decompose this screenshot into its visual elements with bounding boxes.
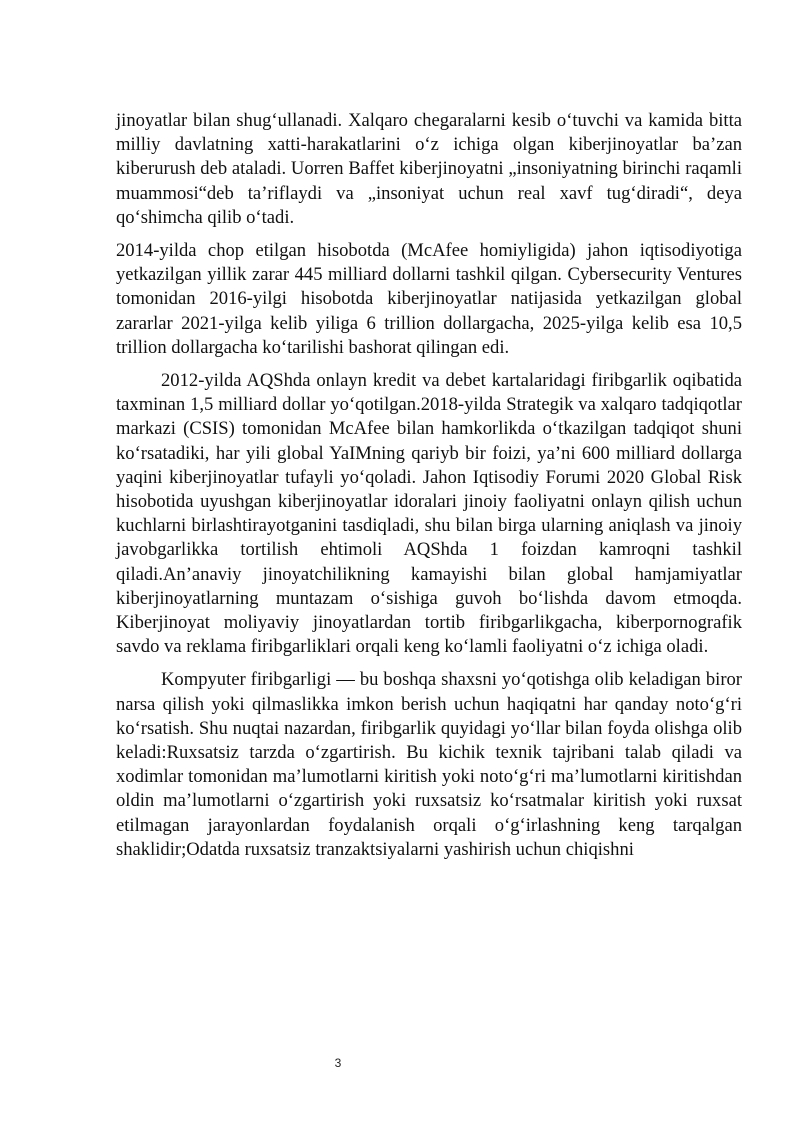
page-number: 3 bbox=[334, 1056, 342, 1070]
paragraph-4: Kompyuter firibgarligi — bu boshqa shaxsni yo‘qotishga olib keladigan biror narsa qilish yoki qilmaslikka imkon berish uchun haqiqatni har qanday noto‘g‘ri ko‘rsatish. Shu nuqtai nazardan, firibgarlik quyidagi yo‘llar bilan foyda olishga olib keladi:Ruxsatsiz tarzda o‘zgartirish. Bu kichik texnik tajribani talab qiladi va xodimlar tomonidan ma’lumotlarni kiritish yoki noto‘g‘ri ma’lumotlarni kiritishdan oldin ma’lumotlarni o‘zgartirish yoki ruxsatsiz ko‘rsatmalar kiritish yoki ruxsat etilmagan jarayonlardan foydalanish orqali o‘g‘irlashning keng tarqalgan shaklidir;Odatda ruxsatsiz tranzaktsiyalarni yashirish uchun chiqishni bbox=[116, 669, 742, 860]
paragraph-2: 2014-yilda chop etilgan hisobotda (McAfee homiyligida) jahon iqtisodiyotiga yetkazilgan yillik zarar 445 milliard dollarni tashkil qilgan. Cybersecurity Ventures tomonidan 2016-yilgi hisobotda kiberjinoyatlar natijasida yetkazilgan global zararlar 2021-yilga kelib yiliga 6 trillion dollargacha, 2025-yilga kelib esa 10,5 trillion dollargacha ko‘tarilishi bashorat qilingan edi. bbox=[116, 240, 742, 358]
paragraph-3: 2012-yilda AQShda onlayn kredit va debet kartalaridagi firibgarlik oqibatida taxminan 1,5 milliard dollar yo‘qotilgan.2018-yilda Strategik va xalqaro tadqiqotlar markazi (CSIS) tomonidan McAfee bilan hamkorlikda o‘tkazilgan tadqiqot shuni ko‘rsatadiki, har yili global YaIMning qariyb bir foizi, ya’ni 600 milliard dollarga yaqini kiberjinoyatlar tufayli yo‘qoladi. Jahon Iqtisodiy Forumi 2020 Global Risk hisobotida uyushgan kiberjinoyatlar idoralari jinoiy faoliyatni onlayn qilish uchun kuchlarni birlashtirayotganini tasdiqladi, shu bilan birga ularning aniqlash va jinoiy javobgarlikka tortilish ehtimoli AQShda 1 foizdan kamroqni tashkil qiladi.An’anaviy jinoyatchilikning kamayishi bilan global hamjamiyatlar kiberjinoyatlarning muntazam o‘sishiga guvoh bo‘lishda davom etmoqda. Kiberjinoyat moliyaviy jinoyatlardan tortib firibgarlikgacha, kiberpornografik savdo va reklama firibgarliklari orqali keng ko‘lamli faoliyatni o‘z ichiga oladi. bbox=[116, 370, 742, 658]
body-text bbox=[116, 109, 742, 862]
paragraph-1: jinoyatlar bilan shug‘ullanadi. Xalqaro chegaralarni kesib o‘tuvchi va kamida bitta milliy davlatning xatti-harakatlarini o‘z ichiga olgan kiberjinoyatlar ba’zan kiberurush deb ataladi. Uorren Baffet kiberjinoyatni „insoniyatning birinchi raqamli muammosi“deb ta’riflaydi va „insoniyat uchun real xavf tug‘diradi“, deya qo‘shimcha qilib o‘tadi. bbox=[116, 110, 742, 228]
